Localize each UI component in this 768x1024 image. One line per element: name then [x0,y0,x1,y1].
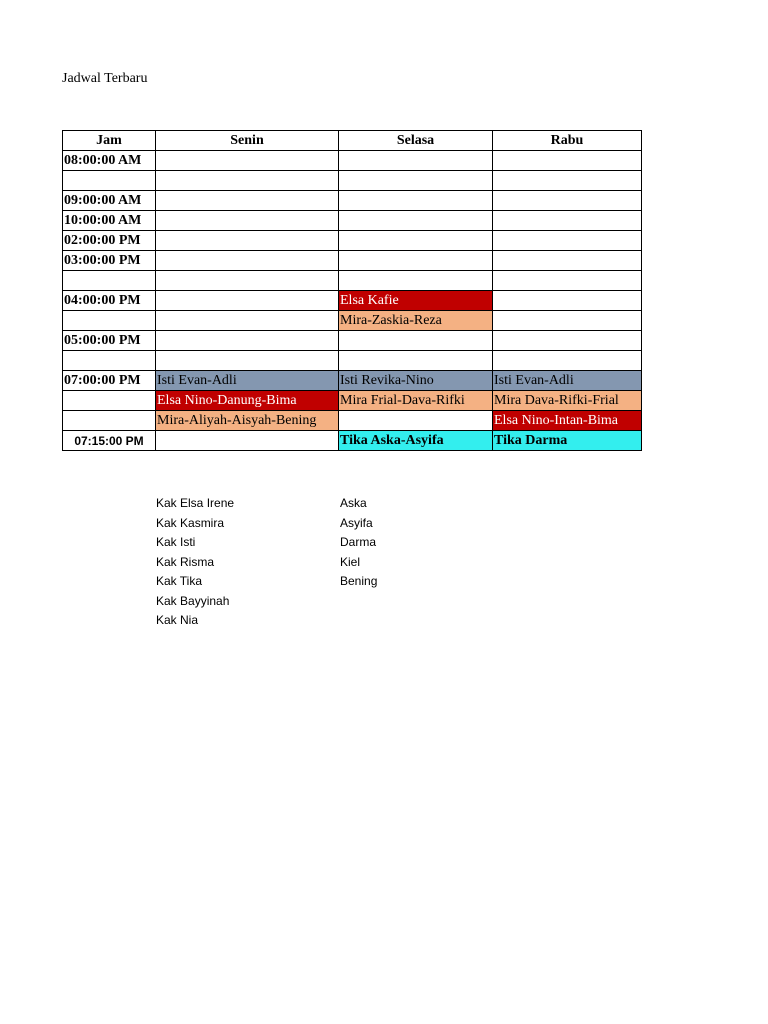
table-row [63,151,642,171]
list-item: Kak Tika [156,574,203,588]
time-cell: 03:00:00 PM [63,251,156,271]
time-cell: 08:00:00 AM [63,151,156,171]
cell-selasa: Mira-Zaskia-Reza [339,311,493,331]
cell-rabu [493,311,642,331]
cell-selasa [339,151,493,171]
cell-senin [156,211,339,231]
cell-senin [156,271,339,291]
cell-selasa [339,191,493,211]
header-selasa: Selasa [339,131,493,151]
table-row [63,431,642,451]
cell-selasa [339,171,493,191]
cell-rabu [493,331,642,351]
table-row [63,411,642,431]
list-item: Kak Bayyinah [156,593,230,608]
time-cell: 10:00:00 AM [63,211,156,231]
cell-selasa: Isti Revika-Nino [339,371,493,391]
cell-senin [156,431,339,451]
time-cell: 07:00:00 PM [63,371,156,391]
cell-selasa [339,211,493,231]
cell-rabu: Elsa Nino-Intan-Bima [493,411,642,431]
header-senin: Senin [156,131,339,151]
table-row [63,351,642,371]
list-item: Kiel [340,554,361,569]
cell-selasa: Elsa Kafie [339,291,493,311]
table-row [63,291,642,311]
table-row [63,331,642,351]
cell-senin [156,351,339,371]
time-cell: 09:00:00 AM [63,191,156,211]
time-cell [63,171,156,191]
header-row [63,131,642,151]
table-row [63,371,642,391]
cell-selasa [339,411,493,431]
header-rabu: Rabu [493,131,642,151]
list-item: Kak Nia [156,613,199,627]
cell-selasa [339,331,493,351]
cell-senin [156,151,339,171]
cell-rabu [493,191,642,211]
cell-senin [156,331,339,351]
list-item: Aska [340,496,367,510]
header-jam: Jam [63,131,156,151]
cell-senin: Elsa Nino-Danung-Bima [156,391,339,411]
cell-rabu [493,151,642,171]
time-cell: 04:00:00 PM [63,291,156,311]
cell-rabu [493,271,642,291]
cell-selasa: Mira Frial-Dava-Rifki [339,391,493,411]
time-cell [63,271,156,291]
cell-rabu: Isti Evan-Adli [493,371,642,391]
table-row [63,391,642,411]
table-row [63,251,642,271]
list-item: Kak Elsa Irene [156,496,235,510]
table-row [63,311,642,331]
time-cell [63,391,156,411]
table-row [63,231,642,251]
cell-senin [156,231,339,251]
list-item: Asyifa [340,515,373,530]
list-item: Kak Isti [156,535,196,549]
list-item: Darma [340,535,377,549]
time-cell: 07:15:00 PM [63,431,156,451]
list-item: Kak Risma [156,554,215,569]
time-cell [63,411,156,431]
table-row [63,191,642,211]
student-list [340,494,377,592]
cell-senin [156,311,339,331]
cell-rabu [493,211,642,231]
cell-selasa: Tika Aska-Asyifa [339,431,493,451]
time-cell [63,311,156,331]
cell-rabu [493,351,642,371]
cell-rabu [493,171,642,191]
cell-senin: Isti Evan-Adli [156,371,339,391]
cell-rabu: Tika Darma [493,431,642,451]
cell-selasa [339,351,493,371]
cell-senin [156,191,339,211]
schedule-table [62,130,642,451]
cell-senin [156,291,339,311]
cell-senin: Mira-Aliyah-Aisyah-Bening [156,411,339,431]
cell-selasa [339,251,493,271]
cell-rabu [493,291,642,311]
cell-senin [156,171,339,191]
cell-rabu [493,231,642,251]
cell-selasa [339,271,493,291]
table-row [63,211,642,231]
page-title: Jadwal Terbaru [62,71,148,86]
cell-senin [156,251,339,271]
time-cell: 02:00:00 PM [63,231,156,251]
table-row [63,271,642,291]
time-cell: 05:00:00 PM [63,331,156,351]
mentor-list [156,494,234,631]
cell-selasa [339,231,493,251]
table-row [63,171,642,191]
cell-rabu [493,251,642,271]
cell-rabu: Mira Dava-Rifki-Frial [493,391,642,411]
time-cell [63,351,156,371]
list-item: Bening [340,574,378,588]
list-item: Kak Kasmira [156,515,225,530]
